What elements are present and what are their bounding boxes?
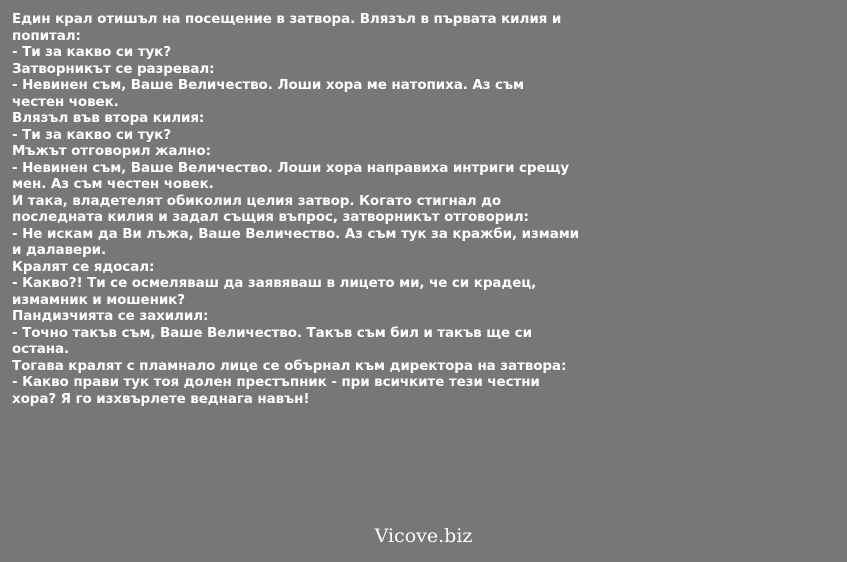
text-line: мен. Аз съм честен човек. — [12, 176, 214, 192]
text-line: последната килия и задал същия въпрос, затворникът отговорил: — [12, 209, 529, 225]
text-line: честен човек. — [12, 93, 119, 110]
text-line: Един крал отишъл на посещение в затвора. Влязъл в първата килия и — [12, 11, 562, 27]
text-line: - Точно такъв съм, Ваше Величество. Такъв съм бил и такъв ще си — [12, 324, 532, 341]
text-line: - Невинен съм, Ваше Величество. Лоши хора ме натопиха. Аз съм — [12, 77, 524, 93]
text-line: Мъжът отговорил жално: — [12, 143, 211, 159]
text-line: - Не искам да Ви лъжа, Ваше Величество. Аз съм тук за кражби, измами — [12, 225, 580, 242]
joke-text — [12, 11, 582, 407]
text-line: и далавери. — [12, 242, 107, 258]
text-line: остана. — [12, 341, 70, 357]
text-line: - Какво прави тук тоя долен престъпник - при всичките тези честни — [12, 374, 540, 390]
text-line: Влязъл във втора килия: — [12, 110, 205, 126]
text-line: - Какво?! Ти се осмеляваш да заявяваш в лицето ми, че си крадец, — [12, 275, 537, 291]
text-line: измамник и мошеник? — [12, 291, 185, 308]
text-line: хора? Я го изхвърлете веднага навън! — [12, 390, 310, 407]
text-line: - Ти за какво си тук? — [12, 44, 171, 60]
text-line: - Невинен съм, Ваше Величество. Лоши хора направиха интриги срещу — [12, 159, 570, 176]
text-line: Кралят се ядосал: — [12, 258, 155, 275]
text-line: Тогава кралят с пламнало лице се обърнал към директора на затвора: — [12, 357, 567, 374]
text-line: Пандизчията се захилил: — [12, 308, 209, 324]
text-line: попитал: — [12, 27, 81, 44]
text-line: Затворникът се разревал: — [12, 60, 215, 77]
text-line: - Ти за какво си тук? — [12, 126, 171, 143]
site-watermark: Vicove.biz — [374, 525, 473, 547]
text-line: И така, владетелят обиколил целия затвор. Когато стигнал до — [12, 192, 502, 209]
